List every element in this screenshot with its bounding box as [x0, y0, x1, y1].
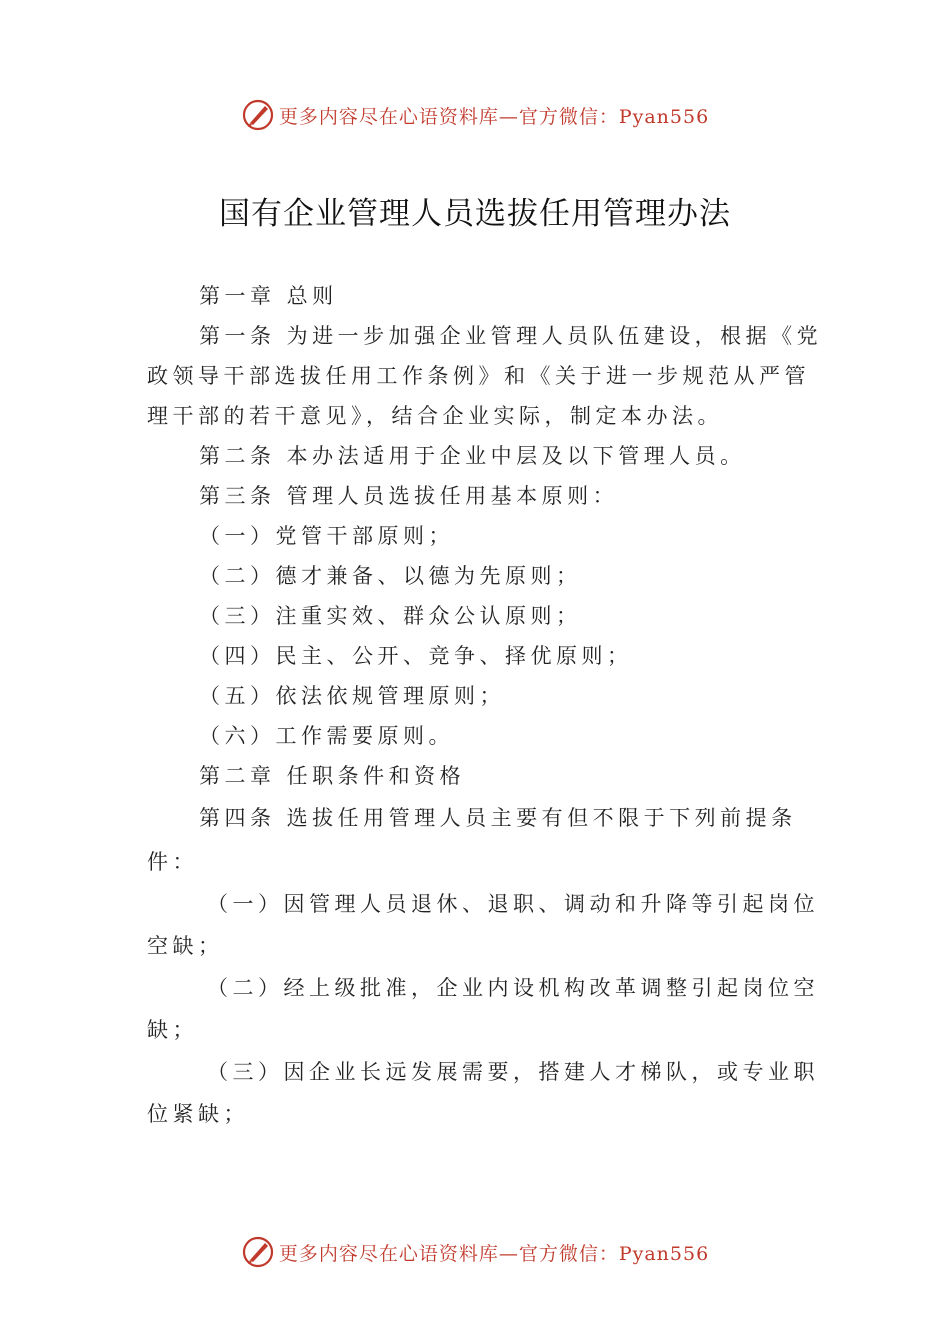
paragraph-line: 第二条 本办法适用于企业中层及以下管理人员。 [199, 444, 746, 468]
paragraph-line: 理干部的若干意见》，结合企业实际，制定本办法。 [147, 404, 723, 428]
list-item: 空缺； [147, 934, 224, 958]
watermark-banner-bottom [0, 1232, 950, 1272]
pen-seal-logo [241, 98, 275, 132]
paragraph-line: 件： [147, 850, 198, 874]
list-item: 缺； [147, 1018, 198, 1042]
list-item: （四）民主、公开、竞争、择优原则； [199, 644, 633, 668]
list-item: （三）因企业长远发展需要，搭建人才梯队，或专业职 [207, 1060, 819, 1084]
watermark-text: 更多内容尽在心语资料库—官方微信：Pyan556 [278, 105, 710, 128]
list-item: （二）德才兼备、以德为先原则； [199, 564, 582, 588]
list-item: （一）因管理人员退休、退职、调动和升降等引起岗位 [207, 892, 819, 916]
list-item: 位紧缺； [147, 1102, 249, 1126]
paragraph-line: 政领导干部选拔任用工作条例》和《关于进一步规范从严管 [147, 364, 810, 388]
list-item: （三）注重实效、群众公认原则； [199, 604, 582, 628]
chapter-heading: 第一章 总则 [199, 284, 338, 308]
paragraph-line: 第一条 为进一步加强企业管理人员队伍建设，根据《党 [199, 324, 823, 348]
list-item: （六）工作需要原则。 [199, 724, 454, 748]
chapter-heading: 第二章 任职条件和资格 [199, 764, 466, 788]
paragraph-line: 第四条 选拔任用管理人员主要有但不限于下列前提条 [199, 806, 797, 830]
paragraph-line: 第三条 管理人员选拔任用基本原则： [199, 484, 619, 508]
watermark-text: 更多内容尽在心语资料库—官方微信：Pyan556 [278, 1242, 710, 1265]
list-item: （二）经上级批准，企业内设机构改革调整引起岗位空 [207, 976, 819, 1000]
watermark-banner-top [0, 95, 950, 135]
list-item: （五）依法依规管理原则； [199, 684, 505, 708]
document-title: 国有企业管理人员选拔任用管理办法 [219, 196, 731, 232]
list-item: （一）党管干部原则； [199, 524, 454, 548]
pen-seal-logo [241, 1235, 275, 1269]
